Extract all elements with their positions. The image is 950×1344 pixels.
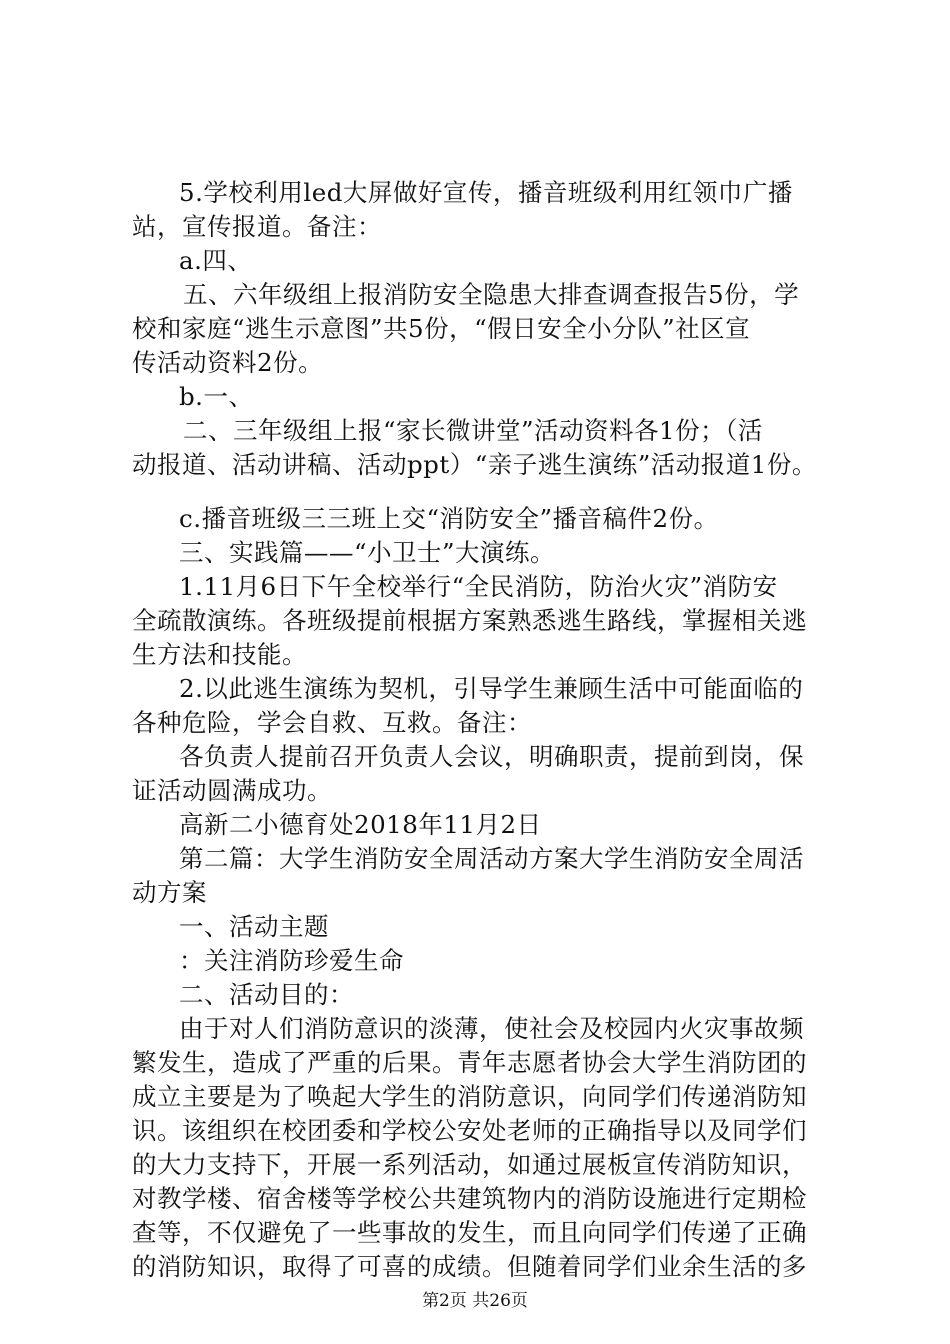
text-line: 对教学楼、宿舍楼等学校公共建筑物内的消防设施进行定期检 [132,1184,807,1213]
text-line: 各种危险，学会自救、互救。备注： [132,708,532,737]
page-footer: 第2页 共26页 [422,1291,528,1311]
text-line: 的大力支持下，开展一系列活动，如通过展板宣传消防知识， [132,1150,807,1179]
text-line: 5.学校利用led大屏做好宣传，播音班级利用红领巾广播 [179,178,793,207]
text-line: ：关注消防珍爱生命 [179,946,404,975]
text-line: 五、六年级组上报消防安全隐患大排查调查报告5份，学 [183,280,800,309]
text-line: 三、实践篇——“小卫士”大演练。 [179,538,556,567]
text-line: 站，宣传报道。备注： [132,212,382,241]
text-line: 二、三年级组上报“家长微讲堂”活动资料各1份；（活 [183,416,763,445]
text-line: 由于对人们消防意识的淡薄，使社会及校园内火灾事故频 [179,1014,804,1043]
text-line: c.播音班级三三班上交“消防安全”播音稿件2份。 [179,504,719,533]
text-line: 证活动圆满成功。 [132,776,332,805]
text-line: 传活动资料2份。 [132,348,324,377]
text-line: 一、活动主题 [179,912,329,941]
text-line: 查等，不仅避免了一些事故的发生，而且向同学们传递了正确 [132,1218,807,1247]
text-line: 识。该组织在校团委和学校公安处老师的正确指导以及同学们 [132,1116,807,1145]
text-line: 二、活动目的： [179,980,354,1009]
text-line: 第二篇：大学生消防安全周活动方案大学生消防安全周活 [179,844,804,873]
text-line: 的消防知识，取得了可喜的成绩。但随着同学们业余生活的多 [132,1252,807,1281]
text-line: 成立主要是为了唤起大学生的消防意识，向同学们传递消防知 [132,1082,807,1111]
text-line: 全疏散演练。各班级提前根据方案熟悉逃生路线，掌握相关逃 [132,606,807,635]
text-line: 动报道、活动讲稿、活动ppt）“亲子逃生演练”活动报道1份。 [132,450,817,479]
text-line: 繁发生，造成了严重的后果。青年志愿者协会大学生消防团的 [132,1048,807,1077]
text-line: 生方法和技能。 [132,640,307,669]
text-line: 动方案 [132,878,207,907]
text-line: 2.以此逃生演练为契机，引导学生兼顾生活中可能面临的 [179,674,804,703]
text-line: 1.11月6日下午全校举行“全民消防，防治火灾”消防安 [179,572,778,601]
text-line: 校和家庭“逃生示意图”共5份，“假日安全小分队”社区宣 [132,314,751,343]
text-line: b.一、 [179,382,254,411]
text-line: 高新二小德育处2018年11月2日 [179,810,542,839]
text-line: 各负责人提前召开负责人会议，明确职责，提前到岗，保 [179,742,804,771]
text-line: a.四、 [179,246,253,275]
